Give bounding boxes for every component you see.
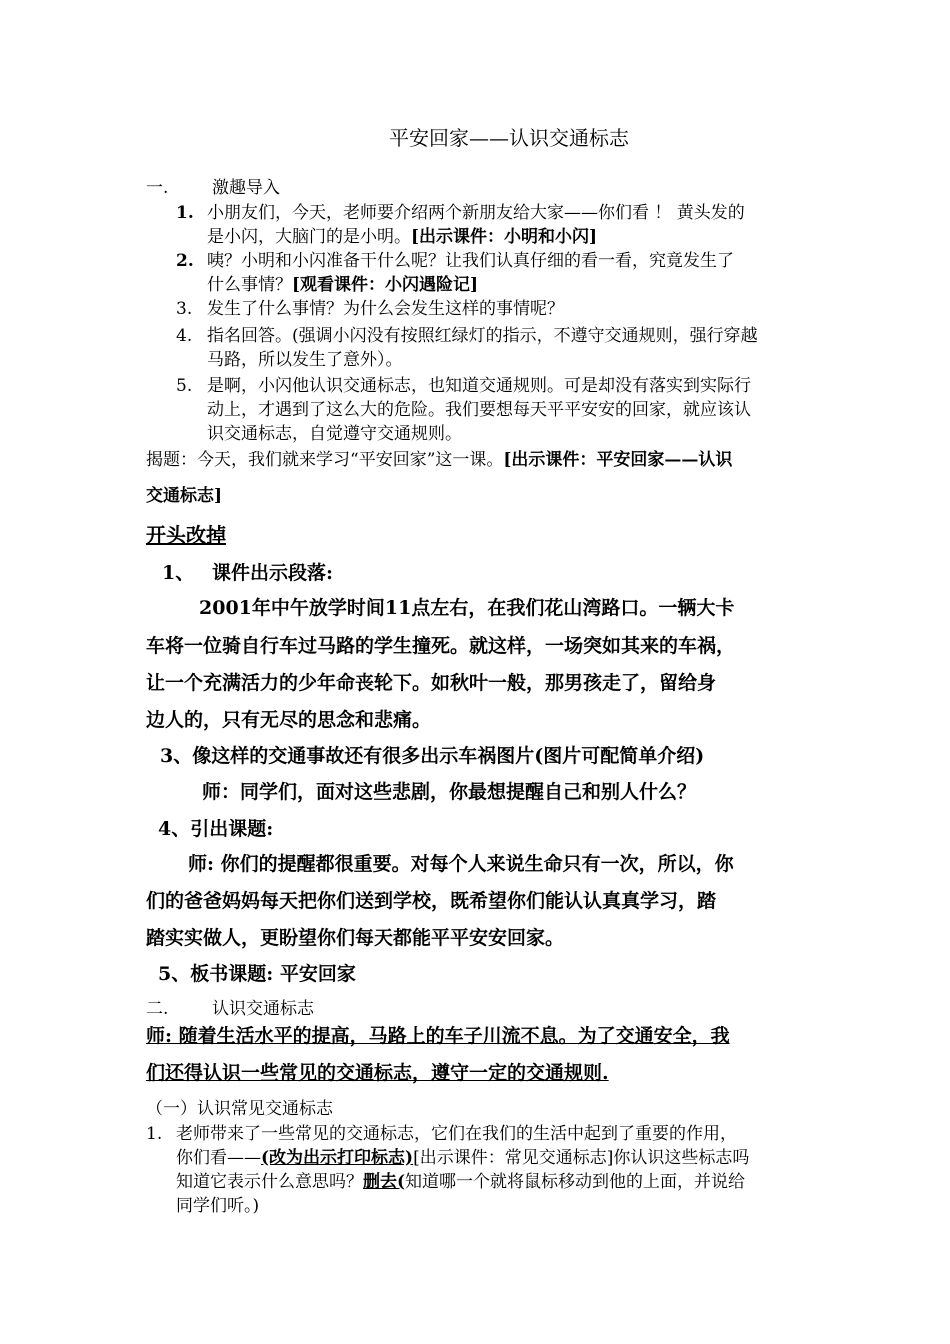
- step-4: 4、引出课题:: [158, 818, 274, 840]
- section-number: 一.: [146, 178, 169, 198]
- paragraph-line: 边人的，只有无尽的思念和悲痛。: [146, 709, 432, 731]
- list-item-text: 你们看——(改为出示打印标志)[出示课件：常见交通标志]你认识这些标志吗: [176, 1148, 750, 1168]
- edit-note: 删去(: [363, 1172, 406, 1192]
- list-item-text: 知道它表示什么意思吗？删去(知道哪一个就将鼠标移动到他的上面，并说给: [176, 1172, 746, 1192]
- step-number: 1、: [162, 562, 195, 584]
- teacher-line: 师：同学们，面对这些悲剧，你最想提醒自己和别人什么？: [202, 781, 697, 803]
- list-item-text: 识交通标志，自觉遵守交通规则。: [207, 424, 462, 444]
- list-number: 1.: [176, 203, 194, 223]
- list-item-text: 小朋友们，今天，老师要介绍两个新朋友给大家——你们看 ！ 黄头发的: [207, 203, 745, 223]
- list-item-text: 是啊，小闪他认识交通标志，也知道交通规则。可是却没有落实到实际行: [207, 376, 751, 396]
- step-3: 3、像这样的交通事故还有很多出示车祸图片(图片可配简单介绍): [160, 745, 705, 767]
- list-number: 1.: [146, 1124, 163, 1144]
- edit-note: (改为出示打印标志): [261, 1148, 414, 1168]
- list-number: 2.: [176, 251, 194, 271]
- list-number: 4.: [176, 326, 193, 346]
- section-heading: 认识交通标志: [212, 999, 314, 1019]
- list-item-text: 什么事情？[观看课件：小闪遇险记]: [207, 275, 479, 295]
- list-item-text: 动上，才遇到了这么大的危险。我们要想每天平平安安的回家，就应该认: [207, 400, 751, 420]
- list-item-text: 老师带来了一些常见的交通标志，它们在我们的生活中起到了重要的作用，: [176, 1124, 737, 1144]
- subsection-heading: （一）认识常见交通标志: [146, 1099, 333, 1119]
- section-number: 二.: [146, 999, 169, 1019]
- list-number: 5.: [176, 376, 193, 396]
- teacher-paragraph-line: 师: 随着生活水平的提高，马路上的车子川流不息。为了交通安全，我: [146, 1025, 730, 1047]
- paragraph-line: 2001年中午放学时间11点左右，在我们花山湾路口。一辆大卡: [199, 597, 735, 619]
- list-item-text: 同学们听。): [176, 1196, 260, 1216]
- list-item-text: 发生了什么事情？为什么会发生这样的事情呢？: [207, 299, 564, 319]
- paragraph-line: 踏实实做人，更盼望你们每天都能平平安安回家。: [146, 927, 565, 949]
- section-heading: 激趣导入: [212, 178, 280, 198]
- step-heading: 课件出示段落:: [212, 562, 334, 584]
- paragraph-line: 师: 你们的提醒都很重要。对每个人来说生命只有一次，所以，你: [188, 853, 734, 875]
- revision-note: 开头改掉: [146, 523, 226, 547]
- paragraph-line: 让一个充满活力的少年命丧轮下。如秋叶一般，那男孩走了，留给身: [146, 672, 717, 694]
- step-5: 5、板书课题: 平安回家: [158, 963, 356, 985]
- document-title: 平安回家——认识交通标志: [389, 126, 629, 150]
- list-number: 3.: [176, 299, 193, 319]
- list-item-text: 指名回答。(强调小闪没有按照红绿灯的指示，不遵守交通规则，强行穿越: [207, 326, 758, 346]
- reveal-line: 交通标志]: [146, 486, 223, 506]
- paragraph-line: 们的爸爸妈妈每天把你们送到学校，既希望你们能认认真真学习，踏: [146, 890, 717, 912]
- teacher-paragraph-line: 们还得认识一些常见的交通标志，遵守一定的交通规则.: [146, 1062, 609, 1084]
- reveal-line: 揭题：今天，我们就来学习“平安回家”这一课。[出示课件：平安回家——认识: [146, 450, 733, 470]
- list-item-text: 是小闪，大脑门的是小明。[出示课件：小明和小闪]: [207, 227, 598, 247]
- list-item-text: 咦？小明和小闪准备干什么呢？让我们认真仔细的看一看，究竟发生了: [207, 251, 734, 271]
- list-item-text: 马路，所以发生了意外）。: [207, 350, 403, 370]
- paragraph-line: 车将一位骑自行车过马路的学生撞死。就这样，一场突如其来的车祸，: [146, 635, 736, 657]
